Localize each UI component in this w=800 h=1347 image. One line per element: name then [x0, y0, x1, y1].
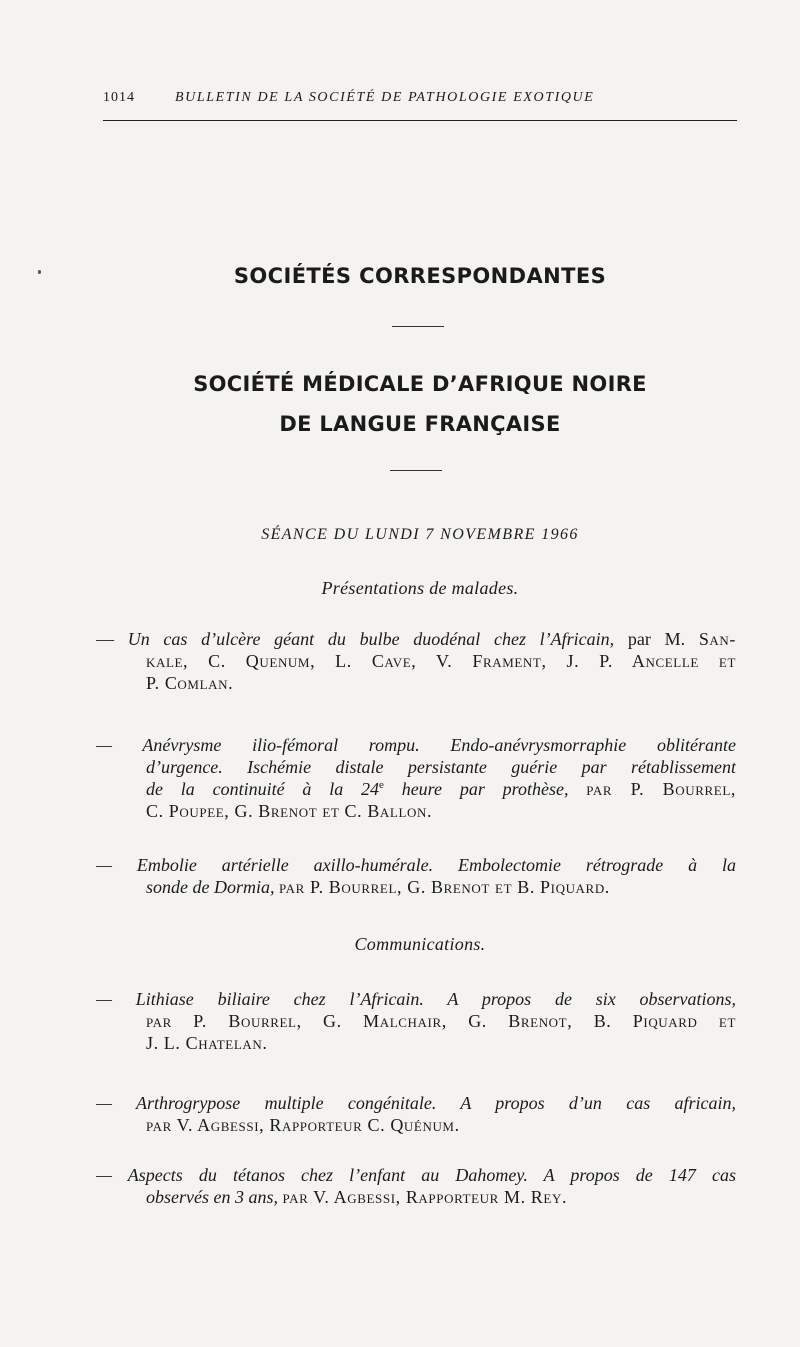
entry-author: San-	[698, 629, 736, 649]
entry-title: — Lithiase biliaire chez l’Africain. A propos de six observations,	[96, 989, 736, 1009]
entry-line	[96, 650, 736, 672]
entry-line	[96, 756, 736, 778]
entry-line	[96, 1010, 736, 1032]
entry-line	[96, 854, 736, 876]
entry-authors: par P. Bourrel,	[586, 779, 736, 799]
header-rule	[103, 120, 737, 121]
entry-authors: P. Comlan.	[146, 673, 234, 693]
divider-rule	[392, 326, 444, 327]
entry-title: — Arthrogrypose multiple congénitale. A propos d’un cas africain,	[96, 1093, 736, 1113]
entry-authors: kale, C. Quenum, L. Cave, V. Frament, J. P. Ancelle et	[146, 651, 736, 671]
entry-line	[96, 628, 736, 650]
entry-line	[96, 778, 736, 800]
divider-rule	[390, 470, 442, 471]
list-item	[96, 854, 736, 898]
entry-title: — Aspects du tétanos chez l’enfant au Dahomey. A propos de 147 cas	[96, 1165, 736, 1185]
entry-authors: par V. Agbessi, Rapporteur M. Rey.	[282, 1187, 568, 1207]
session-date: SÉANCE DU LUNDI 7 NOVEMBRE 1966	[261, 526, 579, 543]
entry-title: sonde de Dormia,	[146, 877, 275, 897]
entry-line	[96, 1032, 736, 1054]
journal-title: BULLETIN DE LA SOCIÉTÉ DE PATHOLOGIE EXOTIQUE	[175, 90, 595, 105]
entry-title: — Anévrysme ilio-fémoral rompu. Endo-anévrysmorraphie oblitérante	[96, 735, 736, 755]
entry-authors: par P. Bourrel, G. Brenot et B. Piquard.	[279, 877, 610, 897]
entry-title: d’urgence. Ischémie distale persistante guérie par rétablissement	[146, 757, 736, 777]
entry-authors: J. L. Chatelan.	[146, 1033, 268, 1053]
entry-title: de la continuité à la 24	[146, 779, 379, 799]
presentations-heading: Présentations de malades.	[321, 578, 519, 598]
entry-authors: C. Poupee, G. Brenot et C. Ballon.	[146, 801, 433, 821]
ordinal-superscript: e	[379, 779, 384, 791]
entry-title: — Embolie artérielle axillo-humérale. Embolectomie rétrograde à la	[96, 855, 736, 875]
entry-line	[96, 1186, 736, 1208]
entry-line	[96, 734, 736, 756]
communications-heading: Communications.	[354, 934, 486, 954]
dash: —	[96, 629, 114, 649]
list-item	[96, 988, 736, 1054]
list-item	[96, 734, 736, 822]
list-item	[96, 1092, 736, 1136]
list-item	[96, 628, 736, 694]
section-title: SOCIÉTÉS CORRESPONDANTES	[233, 264, 607, 288]
entry-line	[96, 988, 736, 1010]
page-number: 1014	[103, 90, 135, 105]
entry-authors: par V. Agbessi, Rapporteur C. Quénum.	[146, 1115, 460, 1135]
entry-line	[96, 876, 736, 898]
entry-line	[96, 1092, 736, 1114]
entry-line	[96, 1114, 736, 1136]
entry-line	[96, 672, 736, 694]
entry-title: Un cas d’ulcère géant du bulbe duodénal chez l’Africain,	[127, 629, 615, 649]
entry-authors-prefix: par M.	[627, 629, 686, 649]
entry-title: heure par prothèse,	[383, 779, 569, 799]
entry-title: observés en 3 ans,	[146, 1187, 278, 1207]
list-item	[96, 1164, 736, 1208]
entry-line	[96, 800, 736, 822]
society-name-line2: DE LANGUE FRANÇAISE	[279, 412, 561, 436]
society-name-line1: SOCIÉTÉ MÉDICALE D’AFRIQUE NOIRE	[193, 372, 647, 396]
entry-line	[96, 1164, 736, 1186]
entry-authors: par P. Bourrel, G. Malchair, G. Brenot, B. Piquard et	[146, 1011, 736, 1031]
